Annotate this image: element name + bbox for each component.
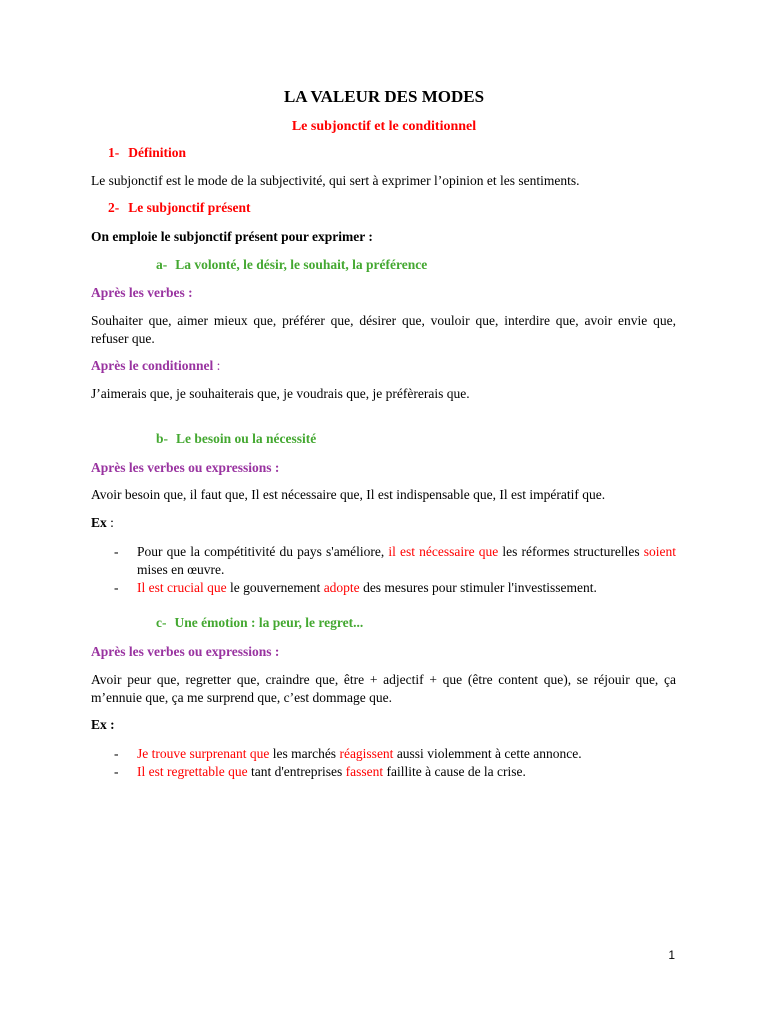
examples-list-c	[114, 745, 676, 781]
example-text: les réformes structurelles	[498, 544, 644, 559]
section-number: 1-	[108, 145, 120, 160]
label-conditional-text: Après le conditionnel	[91, 358, 214, 373]
subheading-a	[156, 257, 427, 274]
section-title: Le subjonctif présent	[128, 200, 251, 215]
list-item	[114, 543, 676, 579]
page-number: 1	[668, 948, 675, 962]
ex-colon: :	[106, 515, 114, 530]
list-item	[114, 579, 676, 597]
page-title: LA VALEUR DES MODES	[283, 87, 485, 106]
page-subtitle: Le subjonctif et le conditionnel	[291, 119, 477, 134]
label-after-verbs-b: Après les verbes ou expressions :	[91, 460, 280, 475]
example-highlight: Je trouve surprenant que	[137, 746, 270, 761]
subheading-title: Une émotion : la peur, le regret...	[174, 615, 364, 630]
subheading-letter: b-	[156, 431, 169, 446]
label-after-verbs-a: Après les verbes :	[91, 285, 193, 300]
label-after-verbs-c: Après les verbes ou expressions :	[91, 644, 280, 659]
list-item	[114, 745, 676, 763]
example-text: le gouvernement	[226, 580, 324, 595]
bullet-dash: -	[114, 580, 119, 595]
label-after-conditional	[91, 358, 220, 375]
example-text: aussi violemment à cette annonce.	[393, 746, 582, 761]
verbs-list-b: Avoir besoin que, il faut que, Il est nécessaire que, Il est indispensable que, Il est impératif que.	[91, 487, 606, 502]
example-text: faillite à cause de la crise.	[383, 764, 526, 779]
example-highlight: Il est regrettable que	[137, 764, 248, 779]
bullet-dash: -	[114, 764, 119, 779]
bullet-dash: -	[114, 544, 119, 559]
subheading-b	[156, 431, 316, 448]
subheading-letter: a-	[156, 257, 168, 272]
present-intro: On emploie le subjonctif présent pour exprimer :	[91, 229, 373, 244]
example-text: mises en œuvre.	[137, 562, 225, 577]
example-highlight: adopte	[323, 580, 360, 595]
section-heading-present	[108, 200, 251, 217]
subheading-c	[156, 615, 363, 632]
example-highlight: fassent	[345, 764, 384, 779]
subheading-letter: c-	[156, 615, 167, 630]
section-heading-definition	[108, 145, 186, 162]
conditional-examples: J’aimerais que, je souhaiterais que, je voudrais que, je préfèrerais que.	[91, 386, 470, 401]
definition-text: Le subjonctif est le mode de la subjectivité, qui sert à exprimer l’opinion et les sentiments.	[91, 173, 580, 188]
example-highlight: il est nécessaire que	[388, 544, 499, 559]
example-highlight: Il est crucial que	[137, 580, 227, 595]
example-text: tant d'entreprises	[247, 764, 346, 779]
subheading-title: Le besoin ou la nécessité	[176, 431, 317, 446]
examples-label-b	[91, 515, 114, 532]
example-text: les marchés	[269, 746, 340, 761]
examples-list-b	[114, 543, 676, 597]
section-number: 2-	[108, 200, 120, 215]
list-item	[114, 763, 676, 781]
subheading-title: La volonté, le désir, le souhait, la préférence	[175, 257, 428, 272]
example-text: des mesures pour stimuler l'investissement.	[359, 580, 597, 595]
verbs-list-c: Avoir peur que, regretter que, craindre que, être + adjectif + que (être content que), se réjouir que, ça m’ennuie que, ça me surprend que, c’est dommage que.	[91, 672, 676, 705]
label-conditional-colon: :	[213, 358, 221, 373]
bullet-dash: -	[114, 746, 119, 761]
section-title: Définition	[128, 145, 187, 160]
verbs-list-a: Souhaiter que, aimer mieux que, préférer que, désirer que, vouloir que, interdire que, avoir envie que, refuser que.	[91, 313, 676, 346]
example-highlight: réagissent	[339, 746, 394, 761]
example-highlight: soient	[643, 544, 677, 559]
examples-label-c: Ex :	[91, 717, 115, 732]
ex-label: Ex	[91, 515, 107, 530]
example-text: Pour que la compétitivité du pays s'améliore,	[137, 544, 389, 559]
